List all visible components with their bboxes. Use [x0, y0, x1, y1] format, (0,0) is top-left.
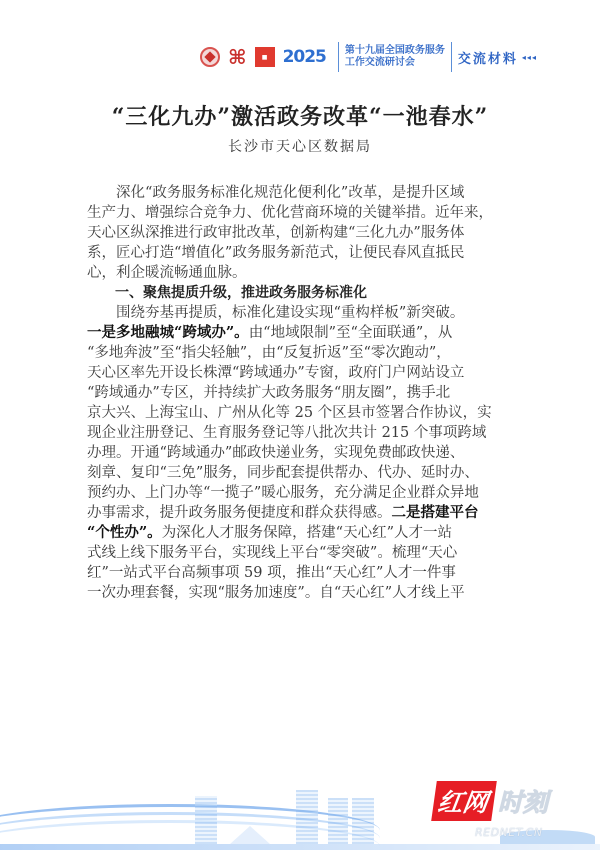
conference-name-line1: 第十九届全国政务服务 [344, 45, 445, 56]
conference-year: 2025 [282, 47, 326, 67]
building-icon [195, 796, 217, 844]
text-line: 生产力、增强综合竞争力、优化营商环境的关键举措。近年来， [87, 205, 493, 221]
text-line: 深化“政务服务标准化规范化便利化”改革，是提升区域 [116, 185, 465, 201]
text-line: 系，匠心打造“增值化”政务服务新范式，让便民春风直抵民 [87, 245, 465, 261]
arrows-icon: ◂◂◂ [521, 52, 537, 62]
emblem-logo-icon [200, 47, 220, 67]
conference-name [345, 45, 445, 69]
document-author: 长沙市天心区数据局 [228, 139, 372, 155]
text-line: 式线上线下服务平台，实现线上平台“零突破”。梳理“天心 [87, 545, 458, 561]
text-line: 心，利企暖流畅通血脉。 [87, 265, 247, 281]
text-line: 预约办、上门办等“一揽子”暖心服务，充分满足企业群众异地 [87, 485, 479, 501]
conference-header [200, 40, 537, 74]
text-line: 办理。开通“跨域通办”邮政快递业务，实现免费邮政快递、 [87, 445, 465, 461]
section-heading: 一、聚焦提质升级，推进政务服务标准化 [115, 285, 367, 301]
text-line: 京大兴、上海宝山、广州从化等 25 个区县市签署合作协议，实 [87, 405, 492, 421]
conference-name-line2: 工作交流研讨会 [344, 57, 415, 68]
text-line: 红”一站式平台高频事项 59 项，推出“天心红”人才一件事 [87, 565, 456, 581]
bold-point-1: 一是多地融城“跨域办”。 [87, 324, 249, 341]
section1-paragraph [87, 303, 522, 603]
text-line: 现企业注册登记、生育服务登记等八批次共计 215 个事项跨域 [87, 425, 487, 441]
text-line [87, 503, 522, 523]
bold-point-2-cont: “个性办”。 [87, 524, 162, 541]
header-divider [451, 42, 452, 72]
text-line: 天心区纵深推进行政审批改革，创新构建“三化九办”服务体 [87, 225, 465, 241]
text-line: 一次办理套餐，实现“服务加速度”。自“天心红”人才线上平 [87, 585, 465, 601]
text-span: 由“地域限制”至“全面联通”，从 [248, 325, 453, 341]
text-line: “跨域通办”专区，并持续扩大政务服务“朋友圈”，携手北 [87, 385, 451, 401]
watermark-red-text: 红网 [431, 781, 497, 821]
watermark-white-text: 时刻 [498, 788, 549, 817]
text-span: 办事需求，提升政务服务便捷度和群众获得感。 [87, 505, 392, 521]
text-line [87, 523, 522, 543]
header-divider [338, 42, 339, 72]
text-line: 天心区率先开设长株潭“跨域通办”专窗，政府门户网站设立 [87, 365, 465, 381]
zhong-logo-icon: ⌘ [228, 45, 247, 69]
document-title: “三化九办”激活政务改革“一池春水” [111, 104, 489, 130]
text-span: 为深化人才服务保障，搭建“天心红”人才一站 [161, 525, 453, 541]
text-line [87, 323, 522, 343]
text-line: “多地奔波”至“指尖轻触”，由“反复折返”至“零次跑动”， [87, 345, 451, 361]
red-logo-icon: ■ [255, 47, 275, 67]
section-label: 交流材料 [457, 51, 518, 67]
text-line: 刻章、复印“三免”服务，同步配套提供帮办、代办、延时办、 [87, 465, 479, 481]
watermark-url: REDNET.CN [475, 826, 543, 839]
document-body [87, 183, 522, 603]
text-line: 围绕夯基再提质，标准化建设实现“重构样板”新突破。 [116, 305, 465, 321]
building-icon [352, 798, 374, 844]
building-icon [296, 790, 318, 844]
ground-line [0, 844, 600, 850]
bold-point-2: 二是搭建平台 [391, 504, 479, 521]
intro-paragraph [87, 183, 522, 283]
rednet-watermark [434, 781, 548, 821]
building-icon [328, 798, 348, 844]
